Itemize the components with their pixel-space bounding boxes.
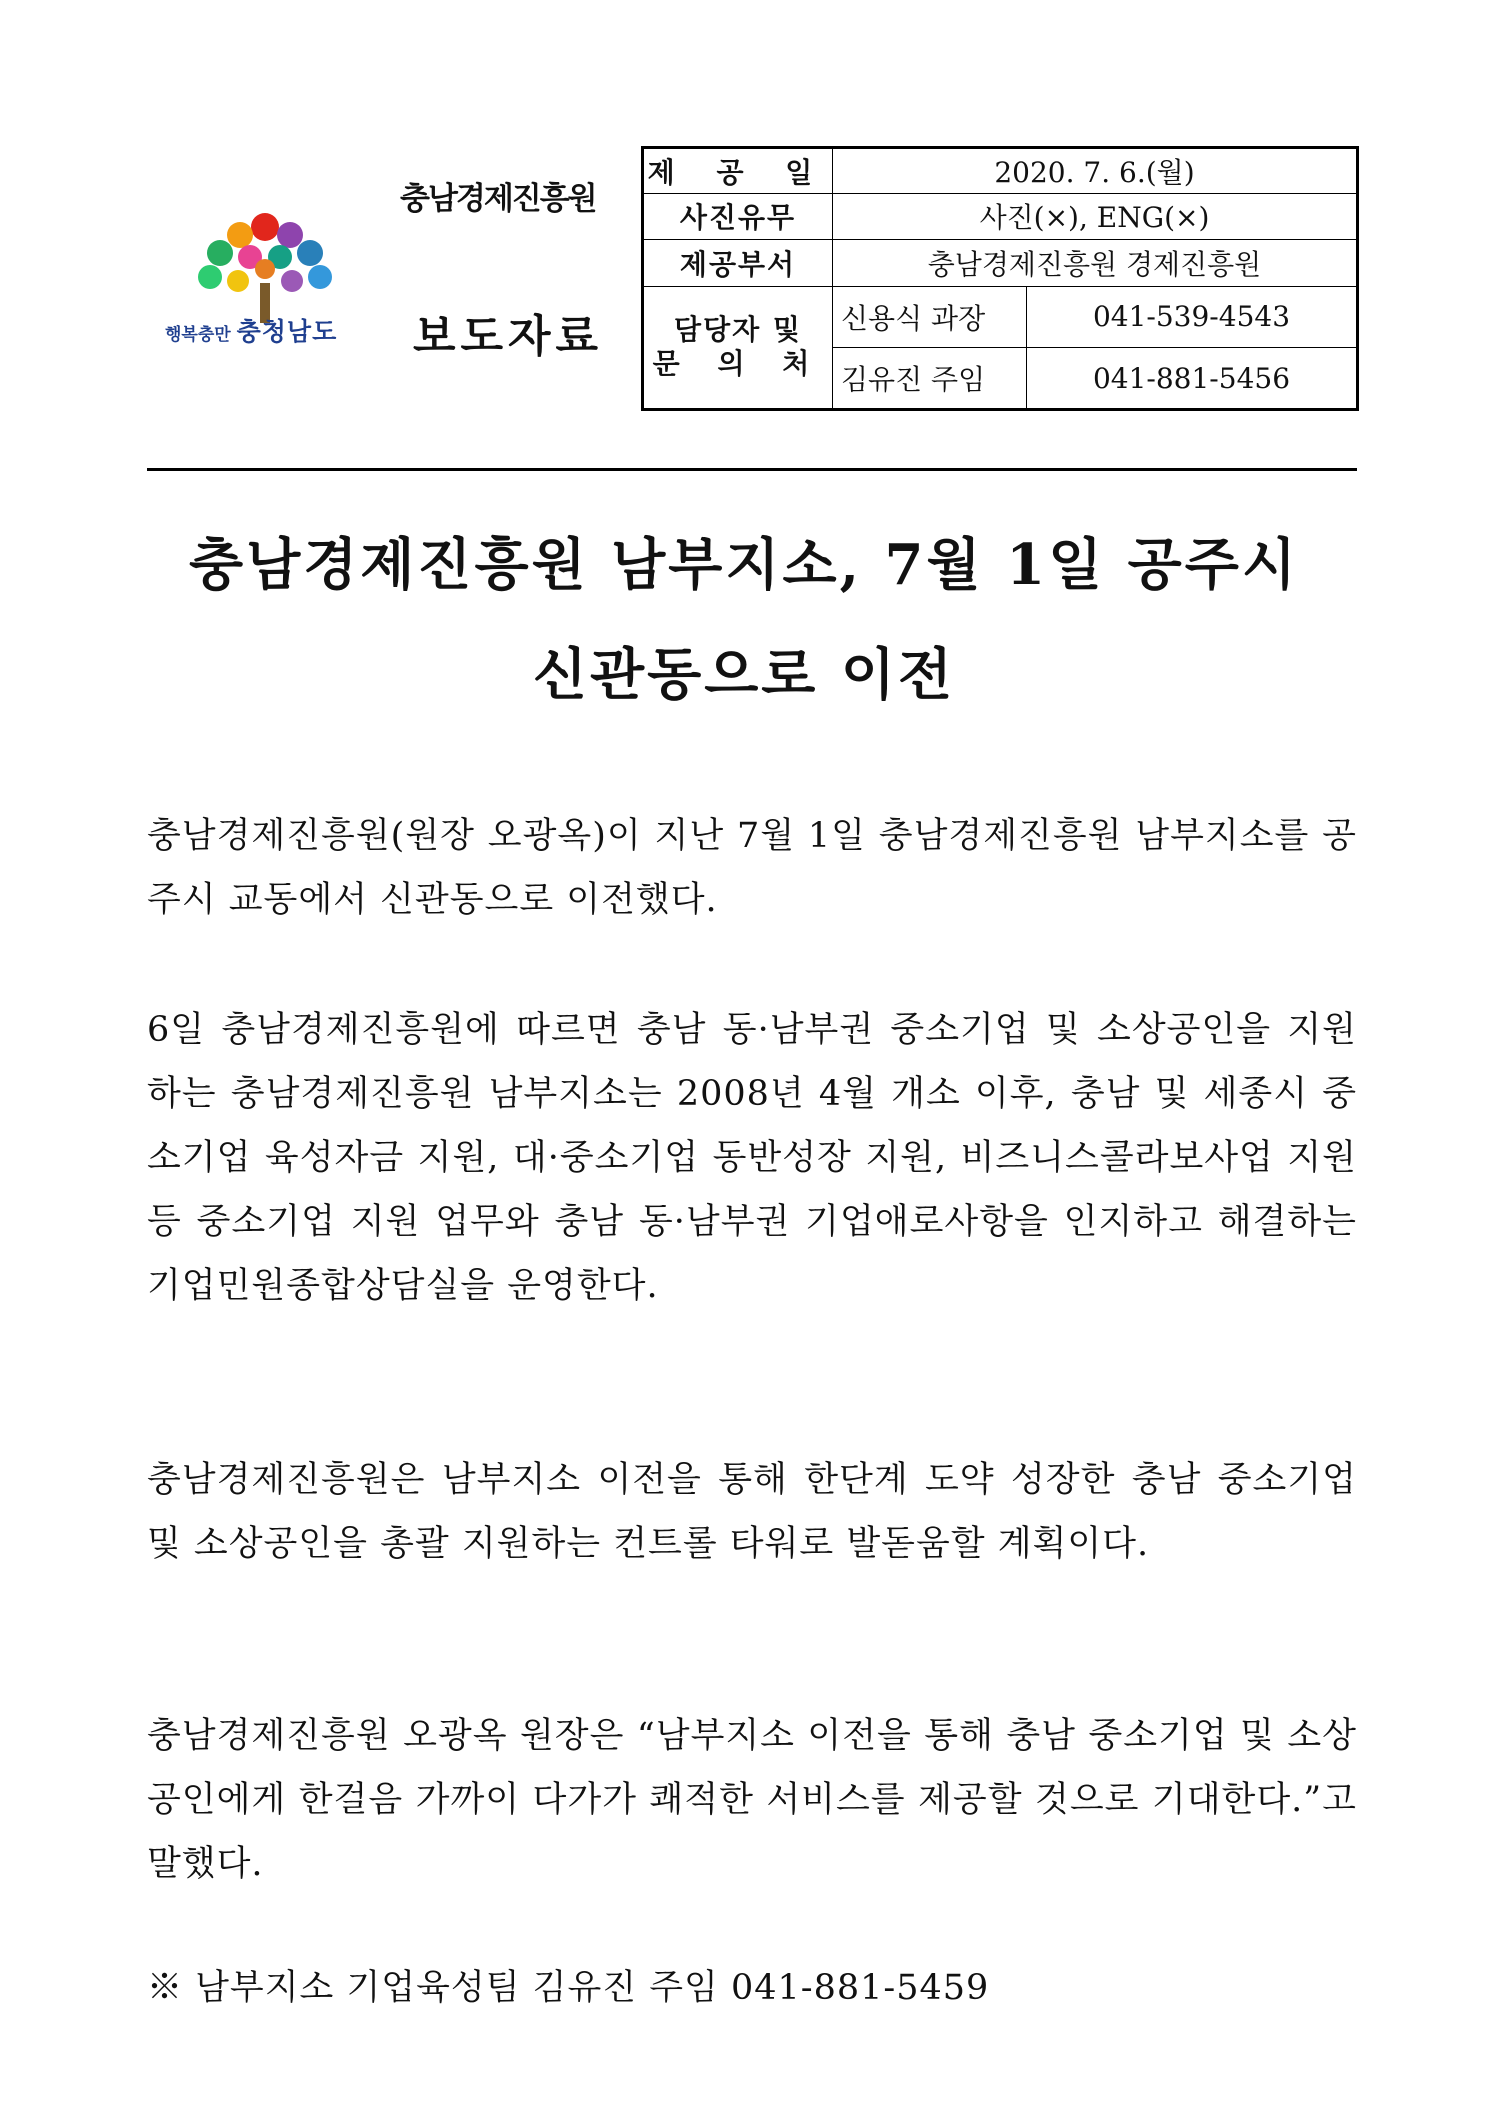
date-row: [643, 148, 1358, 194]
contact-row: [643, 286, 1358, 348]
body-paragraph: 충남경제진흥원(원장 오광옥)이 지난 7월 1일 충남경제진흥원 남부지소를 공주시 교동에서 신관동으로 이전했다.: [147, 816, 1357, 920]
photo-value: 사진(×), ENG(×): [833, 193, 1358, 240]
date-label: 제 공 일: [643, 148, 833, 194]
date-value: 2020. 7. 6.(월): [833, 148, 1358, 194]
doc-type-heading: 보도자료: [413, 311, 604, 362]
article-title: [100, 510, 1388, 730]
org-name: 충남경제진흥원: [400, 181, 596, 217]
dept-row: [643, 240, 1358, 287]
body-paragraph: 6일 충남경제진흥원에 따르면 충남 동·남부권 중소기업 및 소상공인을 지원하는 충남경제진흥원 남부지소는 2008년 4월 개소 이후, 충남 및 세종시 중소기업 육성자금 지원, 대·중소기업 동반성장 지원, 비즈니스콜라보사업 지원 등 중소기업 지원 업무와 충남 동·남부권 기업애로사항을 인지하고 해결하는 기업민원종합상담실을 운영한다.: [147, 1010, 1357, 1306]
article-title-line1: 충남경제진흥원 남부지소, 7월 1일 공주시: [189, 532, 1299, 598]
logo-tagline-big: 충청남도: [236, 317, 338, 346]
contact-label: [643, 286, 833, 409]
photo-label: 사진유무: [643, 193, 833, 240]
dept-value: 충남경제진흥원 경제진흥원: [833, 240, 1358, 287]
contact-phone: 041-539-4543: [1027, 286, 1358, 348]
contact-phone: 041-881-5456: [1027, 348, 1358, 410]
body-paragraph: 충남경제진흥원은 남부지소 이전을 통해 한단계 도약 성장한 충남 중소기업 및 소상공인을 총괄 지원하는 컨트롤 타워로 발돋움할 계획이다.: [147, 1460, 1357, 1564]
press-info-table: [641, 146, 1359, 411]
contact-label-line1: 담당자 및: [674, 313, 802, 347]
photo-row: [643, 193, 1358, 240]
logo-tagline: [165, 312, 337, 348]
dept-label: 제공부서: [643, 240, 833, 287]
logo-tagline-small: 행복충만: [165, 325, 231, 345]
body-paragraph: 충남경제진흥원 오광옥 원장은 “남부지소 이전을 통해 충남 중소기업 및 소상공인에게 한걸음 가까이 다가가 쾌적한 서비스를 제공할 것으로 기대한다.”고 말했다.: [147, 1716, 1357, 1884]
contact-note: ※ 남부지소 기업육성팀 김유진 주임 041-881-5459: [147, 1968, 990, 2008]
article-title-line2: 신관동으로 이전: [532, 642, 956, 708]
contact-name: 신용식 과장: [833, 286, 1027, 348]
header-divider: [147, 468, 1357, 471]
contact-name: 김유진 주임: [833, 348, 1027, 410]
contact-label-line2: 문 의 처: [652, 347, 824, 381]
